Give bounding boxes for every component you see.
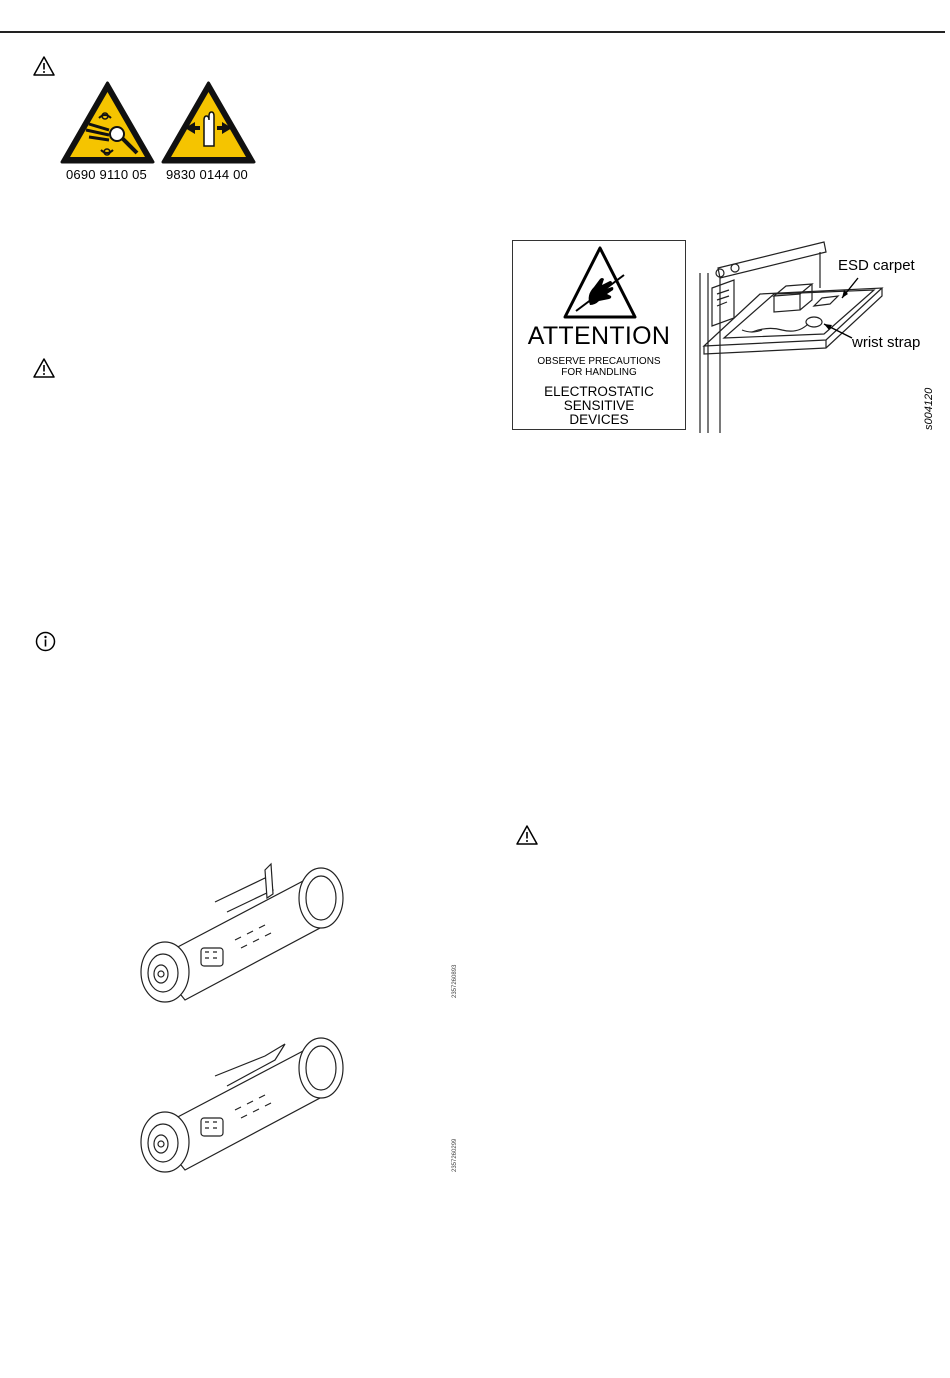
tool-illustration-2: [135, 1030, 350, 1175]
tool-figure-2-code: 2357260299: [452, 1138, 458, 1172]
sign-code-1: 0690 9110 05: [66, 167, 147, 182]
esd-figure-code: s004120: [923, 387, 935, 430]
esd-line-1: OBSERVE PRECAUTIONS: [537, 356, 661, 367]
warning-icon: [516, 825, 538, 845]
esd-carpet-callout: ESD carpet: [838, 257, 915, 274]
warning-icon: [33, 56, 55, 76]
sign-code-2: 9830 0144 00: [166, 167, 248, 182]
wrist-strap-callout: wrist strap: [852, 334, 921, 351]
esd-line-3: ELECTROSTATIC: [544, 384, 654, 399]
esd-hand-symbol-icon: [562, 245, 638, 320]
esd-attention-title: ATTENTION: [527, 322, 671, 350]
esd-line-4: SENSITIVE: [563, 398, 635, 413]
esd-line-5: DEVICES: [569, 412, 629, 427]
rotating-parts-warning-sign-icon: [59, 80, 156, 165]
tool-figure-1-code: 2357260893: [452, 964, 458, 998]
info-icon: [35, 631, 56, 652]
crush-hand-warning-sign-icon: [160, 80, 257, 165]
esd-line-2: FOR HANDLING: [561, 367, 637, 378]
tool-illustration-1: [135, 860, 350, 1005]
warning-icon: [33, 358, 55, 378]
header-rule: [0, 31, 945, 33]
